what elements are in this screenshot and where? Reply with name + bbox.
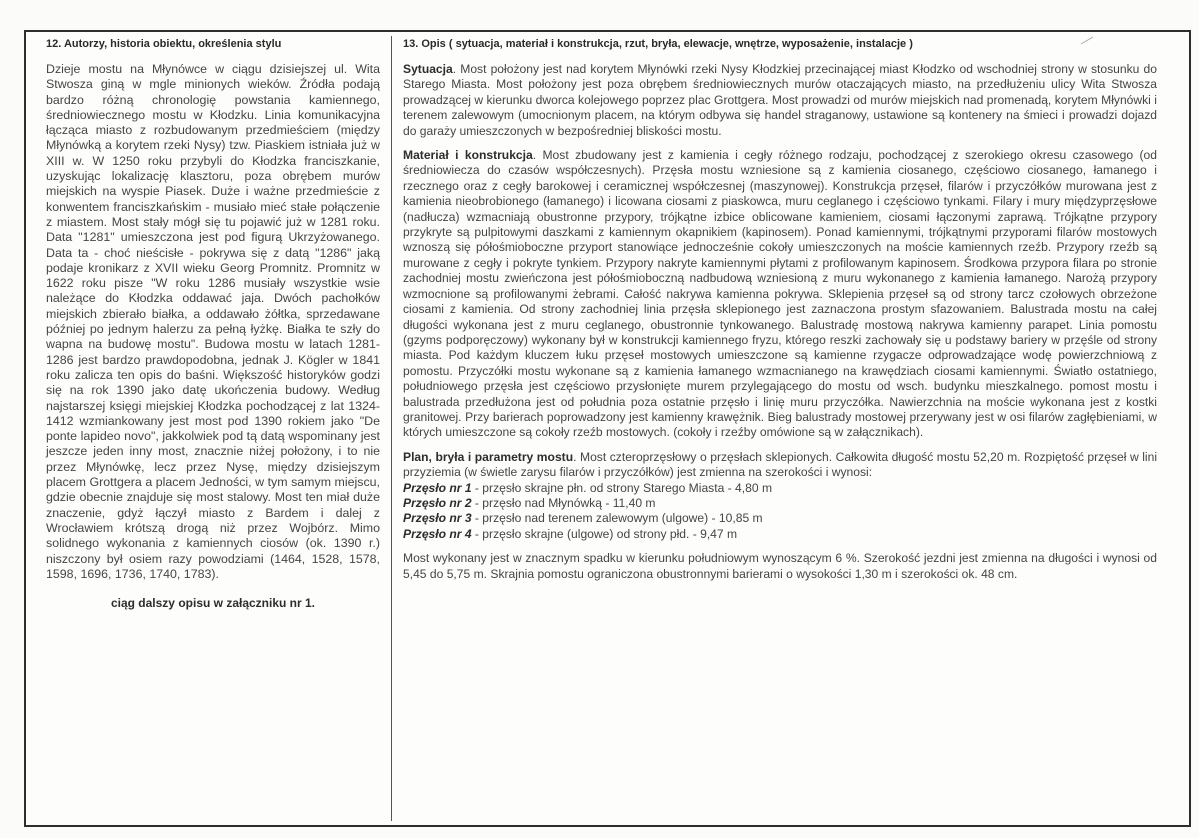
span-list xyxy=(403,481,1157,543)
span-item xyxy=(403,527,1157,542)
situation-paragraph xyxy=(403,62,1157,139)
span-desc: - przęsło skrajne (ulgowe) od strony płd. - 9,47 m xyxy=(471,526,738,541)
plan-heading: Plan, bryła i parametry mostu xyxy=(403,449,574,464)
span-name: Przęsło nr 3 xyxy=(403,511,472,526)
material-heading: Materiał i konstrukcja xyxy=(403,148,533,163)
situation-heading: Sytuacja xyxy=(403,62,453,76)
description-column xyxy=(403,38,1157,591)
history-column xyxy=(46,38,380,610)
span-name: Przęsło nr 4 xyxy=(403,526,472,541)
history-section-title: 12. Autorzy, historia obiektu, określenia stylu xyxy=(46,38,282,50)
span-item xyxy=(403,511,1157,526)
closing-paragraph: Most wykonany jest w znacznym spadku w kierunku południowym wynoszącym 6 %. Szerokość jezdni jest zmienna na długości i wynosi od 5,45 do 5,75 m. Skrajnia pomostu ograniczona obustronnymi barierami o wysokości 1,30 m i szerokości ok. 48 cm. xyxy=(403,551,1157,581)
column-divider xyxy=(391,36,392,821)
span-desc: - przęsło nad terenem zalewowym (ulgowe) - 10,85 m xyxy=(471,511,763,526)
span-item xyxy=(403,496,1157,511)
span-name: Przęsło nr 2 xyxy=(403,495,472,510)
span-name: Przęsło nr 1 xyxy=(403,480,472,495)
material-text: . Most zbudowany jest z kamienia i cegły różnego rodzaju, pochodzącej z szerokiego okresu czasowego (od średniowiecza do czasów współczesnych). Przęsła mostu wzniesione są z kamienia ciosanego, częściowo ciosanego, łamanego i rzecznego oraz z cegły barokowej i ceramicznej współczesnej (maszynowej). Konstrukcja przęseł, filarów i przyczółków murowana jest z kamienia nieobrobionego (łamanego) i licowana ciosami z piaskowca, muru ceglanego i częściowo tynkami. Filary i mury międzyprzęsłowe (nadłucza) wzmacniają obustronne przypory, trójkątne izbice oblicowane kamieniem, ciosami łączonymi zaprawą. Trójkątne przypory przykryte są pulpitowymi daszkami z kamiennym okapnikiem (kapinosem). Ponad kamiennymi, trójkątnymi przyporami filarów mostowych wznoszą się półośmioboczne przyport stanowiące jednocześnie cokoły umieszczonych na moście kamiennych rzeźb. Przypory rzeźb są murowane z cegły i pokryte tynkiem. Przypory nakryte kamiennymi płytami z profilowanym kapinosem. Środkowa przypora filara po stronie zachodniej mostu zwieńczona jest półośmioboczną nadbudową wzniesioną z muru wykonanego z kamienia łamanego. Narożą przypory wzmocnione są profilowanymi żebrami. Całość nakrywa kamienna pokrywa. Sklepienia przęseł są od strony tarcz czołowych obrzeżone ciosami z kamienia. Od strony zachodniej linia przęsła sklepionego jest zaznaczona prostym sfazowaniem. Balustrada mostu na całej długości wykonana jest z muru ceglanego, obustronnie tynkowanego. Balustradę mostową nakrywa kamienny parapet. Linia pomostu (gzyms podporęczowy) wykonany był w konstrukcji kamiennego fryzu, którego reszki zachowały się u podstawy bariery w przęśle od strony miasta. Pod każdym kluczem łuku przęseł mostowych umieszczone są kamienne rzygacze odprowadzające wodę powierzchniową z pomostu. Przyczółki mostu wykonane są z kamienia łamanego wzmacnianego na krawędziach ciosami kamiennymi. Światło ostatniego, południowego przęsła jest częściowo przysłonięte murem przylegającego do mostu od wsch. budynku mieszkalnego. pomost mostu i balustrada przedłużona jest od południa poza ostatnie przęsło i linię muru przyczółka. Nawierzchnia na moście wykonana jest z kostki granitowej. Przy barierach poprowadzony jest kamienny krawężnik. Bieg balustrady mostowej przerywany jest w osi filarów zagłębieniami, w których umieszczone są cokoły rzeźb mostowych. (cokoły i rzeźby omówione są w załącznikach). xyxy=(403,148,1157,440)
description-section-title: 13. Opis ( sytuacja, materiał i konstrukcja, rzut, bryła, elewacje, wnętrze, wyposażenie, instalacje ) xyxy=(403,38,913,50)
plan-text: . Most czteroprzęsłowy o przęsłach sklepionych. Całkowita długość mostu 52,20 m. Rozpiętość przęseł w lini przyziemia (w świetle zarysu filarów i przyczółków) jest zmienna na szerokości i wynosi: xyxy=(403,449,1158,480)
material-paragraph xyxy=(403,148,1157,441)
continuation-note: ciąg dalszy opisu w załączniku nr 1. xyxy=(110,596,316,611)
span-item xyxy=(403,481,1157,496)
situation-text: . Most położony jest nad korytem Młynówki rzeki Nysy Kłodzkiej przecinającej miast Kłodzko od wschodniej strony w stosunku do Starego Miasta. Most położony jest poza obrębem średniowiecznych murów otaczających miasto, na przedłużeniu ulicy Wita Stwosza prowadzącej w kierunku dworca kolejowego poprzez plac Grottgera. Most prowadzi od murów miejskich nad promenadą, korytem Młynówki i terenem zalewowym (umocnionym placem, na którym odbywa się handel straganowy, ustawione są kontenery na śmieci i prowadzi dojazd do garaży umieszczonych w bezpośredniej bliskości mostu. xyxy=(403,62,1157,138)
history-text: Dzieje mostu na Młynówce w ciągu dzisiejszej ul. Wita Stwosza giną w mgle minionych wieków. Źródła podają bardzo różną chronologię powstania kamiennego, średniowiecznego mostu w Kłodzku. Linia komunikacyjna łącząca miasto z rozbudowanym przedmieściem (między Młynówką a korytem rzeki Nysy) tzw. Piaskiem istniała już w XIII w. W 1250 roku przybyli do Kłodzka franciszkanie, uzyskując lokalizację klasztoru, poza obrębem murów miejskich na wyspie Piasek. Duże i ważne przedmieście z konwentem franciszkańskim - musiało mieć stałe połączenie z miastem. Most stały mógł się tu pojawić już w 1281 roku. Data "1281" umieszczona jest pod figurą Ukrzyżowanego. Data ta - choć nieścisłe - pokrywa się z datą "1286" jaką podaje kronikarz z XVII wieku Georg Promnitz. Promnitz w 1622 roku pisze "W roku 1286 musiały wszystkie wsie należące do Kłodzka oddawać jaja. Dwóch pachołków miejskich zbierało białka, a oddawało żółtka, sprzedawane później po jednym halerzu za pełną łyżkę. Białka te szły do wapna na budowę mostu". Budowa mostu w latach 1281-1286 jest bardzo prawdopodobna, jednak J. Kögler w 1841 roku zalicza ten opis do baśni. Większość historyków godzi się na rok 1390 jako datę ukończenia budowy. Według najstarszej księgi miejskiej Kłodzka pochodzącej z lat 1324-1412 wzmiankowany jest most pod 1390 rokiem jako "De ponte lapideo novo", jakkolwiek pod tą datą wspominany jest jeszcze jeden inny most, znacznie niżej położony, i to nie przez Młynówkę, lecz przez Nysę, między dzisiejszym placem Grottgera a placem Jedności, w tym samym miejscu, gdzie obecnie znajduje się most stalowy. Most ten miał duże znaczenie, gdyż łączył miasto z Bardem i dalej z Wrocławiem krótszą drogą niż przez Wojbórz. Mimo solidnego wykonania z kamiennych ciosów (ok. 1390 r.) niszczony był osiem razy powodziami (1464, 1528, 1578, 1598, 1696, 1736, 1740, 1783). xyxy=(46,62,380,581)
span-desc: - przęsło skrajne płn. od strony Starego Miasta - 4,80 m xyxy=(471,480,773,495)
plan-paragraph xyxy=(403,450,1157,481)
span-desc: - przęsło nad Młynówką - 11,40 m xyxy=(471,495,656,510)
